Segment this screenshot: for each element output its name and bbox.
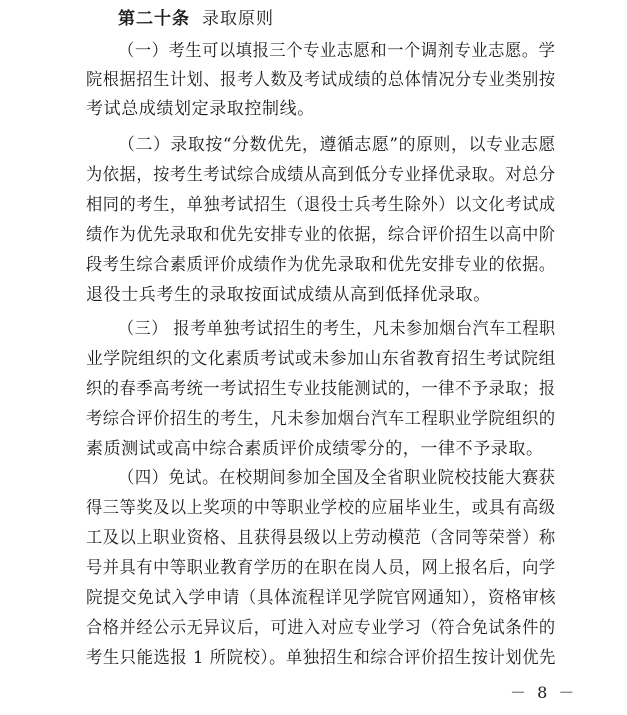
paragraph-1-line-1: （一）考生可以填报三个专业志愿和一个调剂专业志愿。学 (118, 41, 556, 61)
paragraph-2-line-5: 段考生综合素质评价成绩作为优先录取和优先安排专业的依据。 (86, 255, 556, 275)
paragraph-3-line-4: 考综合评价招生的考生，凡未参加烟台汽车工程职业学院组织的 (86, 409, 556, 429)
paragraph-4-line-3: 工及以上职业资格、且获得县级以上劳动模范（含同等荣誉）称 (86, 528, 556, 548)
paragraph-3-line-2: 业学院组织的文化素质考试或未参加山东省教育招生考试院组 (86, 349, 556, 369)
paragraph-4-line-7: 考生只能选报 1 所院校）。单独招生和综合评价招生按计划优先 (86, 648, 557, 668)
article-number: 第二十条 (118, 9, 190, 29)
paragraph-3-line-3: 织的春季高考统一考试招生专业技能测试的，一律不予录取；报 (86, 379, 556, 399)
paragraph-2-line-3: 相同的考生，单独考试招生（退役士兵考生除外）以文化考试成 (86, 195, 556, 215)
page-number: － 8 － (510, 683, 578, 702)
paragraph-1-line-2: 院根据招生计划、报考人数及考试成绩的总体情况分专业类别按 (86, 70, 556, 90)
paragraph-4-line-6: 合格并经公示无异议后，可进入对应专业学习（符合免试条件的 (86, 618, 556, 638)
paragraph-4-line-2: 得三等奖及以上奖项的中等职业学校的应届毕业生，或具有高级 (86, 498, 556, 518)
paragraph-4-line-4: 号并具有中等职业教育学历的在职在岗人员，网上报名后，向学 (86, 558, 556, 578)
paragraph-4-line-1: （四）免试。在校期间参加全国及全省职业院校技能大赛获 (118, 468, 556, 488)
paragraph-1-line-3: 考试总成绩划定录取控制线。 (86, 99, 315, 119)
article-heading (118, 8, 274, 30)
article-title: 录取原则 (202, 9, 274, 29)
paragraph-2-line-1: （二）录取按“分数优先，遵循志愿”的原则，以专业志愿 (118, 135, 556, 155)
paragraph-2-line-6: 退役士兵考生的录取按面试成绩从高到低择优录取。 (86, 285, 491, 305)
paragraph-2-line-2: 为依据，按考生考试综合成绩从高到低分专业择优录取。对总分 (86, 165, 556, 185)
paragraph-4-line-5: 院提交免试入学申请（具体流程详见学院官网通知），资格审核 (86, 588, 557, 608)
paragraph-3-line-5: 素质测试或高中综合素质评价成绩零分的，一律不予录取。 (86, 439, 544, 459)
paragraph-2-line-4: 绩作为优先录取和优先安排专业的依据，综合评价招生以高中阶 (86, 225, 556, 245)
paragraph-3-line-1: （三） 报考单独考试招生的考生，凡未参加烟台汽车工程职 (118, 319, 556, 339)
